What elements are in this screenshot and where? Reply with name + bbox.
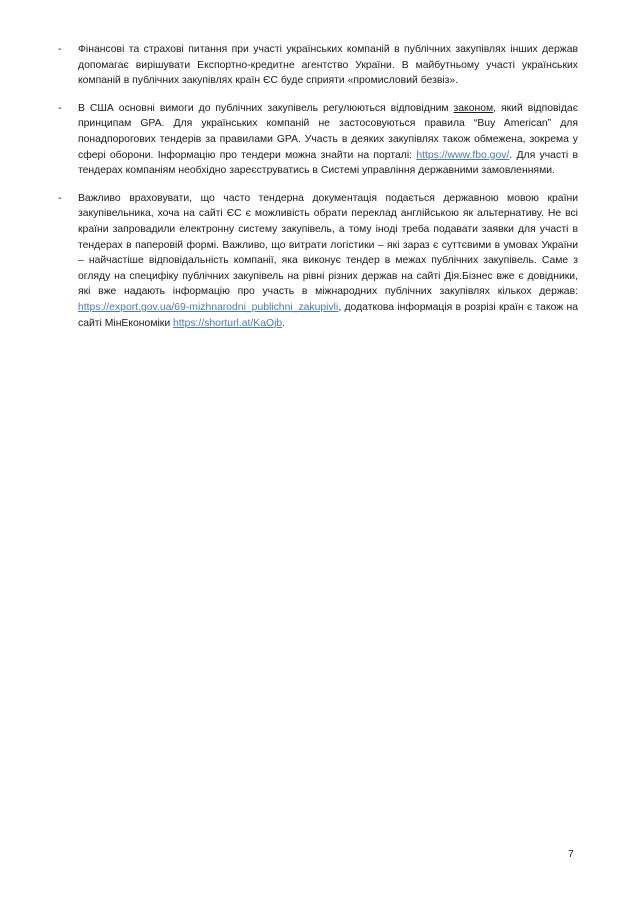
bullet-item-3 [58, 191, 578, 331]
page-number: 7 [568, 848, 574, 860]
bullet-text: Фінансові та страхові питання при участі українських компаній в публічних закупівлях інших держав допомагає вирішувати Експортно-кредитне агентство України. В майбутньому участі українських компаній в публічних закупівлях країн ЄС буде сприяти «промисловий безвіз». [78, 44, 578, 87]
bullet-dash: - [58, 44, 62, 55]
bullet-text: , який відповідає принципам GPA. Для українських компаній не застосовуються правила “Buy American” для понадпорогових тендерів за правилами GPA. Участь в деяких закупівлях також обмежена, зокрема у сфері оборони. Інформацію про тендери можна знайти на порталі: [78, 102, 578, 161]
bullet-text: . Для участі в тендерах компаніям необхідно зареєструватись в Системі управління державними замовленнями. [78, 149, 578, 177]
bullet-item-1 [58, 42, 578, 89]
bullet-text: , додаткова інформація в розрізі країн є також на сайті МінЕкономіки [78, 301, 578, 329]
bullet-text: В США основні вимоги до публічних закупівель регулюються відповідним [78, 102, 454, 114]
bullet-dash: - [58, 102, 62, 114]
bullet-text: Важливо враховувати, що часто тендерна документація подається державною мовою країни закупівельника, хоча на сайті ЄС є можливість обрати переклад англійською як альтернативу. Не всі країни запровадили електронну систему закупівель, а тому іноді треба подавати заявки для участі в тендерах в паперовій формі. Важливо, що витрати логістики – які зараз є суттєвими в умовах України – найчастіше відповідальність компанії, яка виконує тендер в межах публічних закупівель. Саме з огляду на специфіку публічних закупівель на рівні різних держав на сайті Дія.Бізнес вже є довідники, які вже надають інформацію про участь в міжнародних публічних закупівлях кількох держав: [78, 192, 578, 298]
bullet-list [58, 42, 578, 343]
export-gov-link[interactable]: https://export.gov.ua/69-mizhnarodni_publichni_zakupivli [78, 301, 339, 313]
bullet-item-2 [58, 101, 578, 179]
fbo-link[interactable]: https://www.fbo.gov/ [416, 149, 510, 161]
law-link[interactable]: законом [453, 102, 494, 114]
bullet-text: . [282, 317, 286, 329]
bullet-dash: - [58, 192, 62, 204]
shorturl-link[interactable]: https://shorturl.at/KaOjb [173, 317, 283, 329]
